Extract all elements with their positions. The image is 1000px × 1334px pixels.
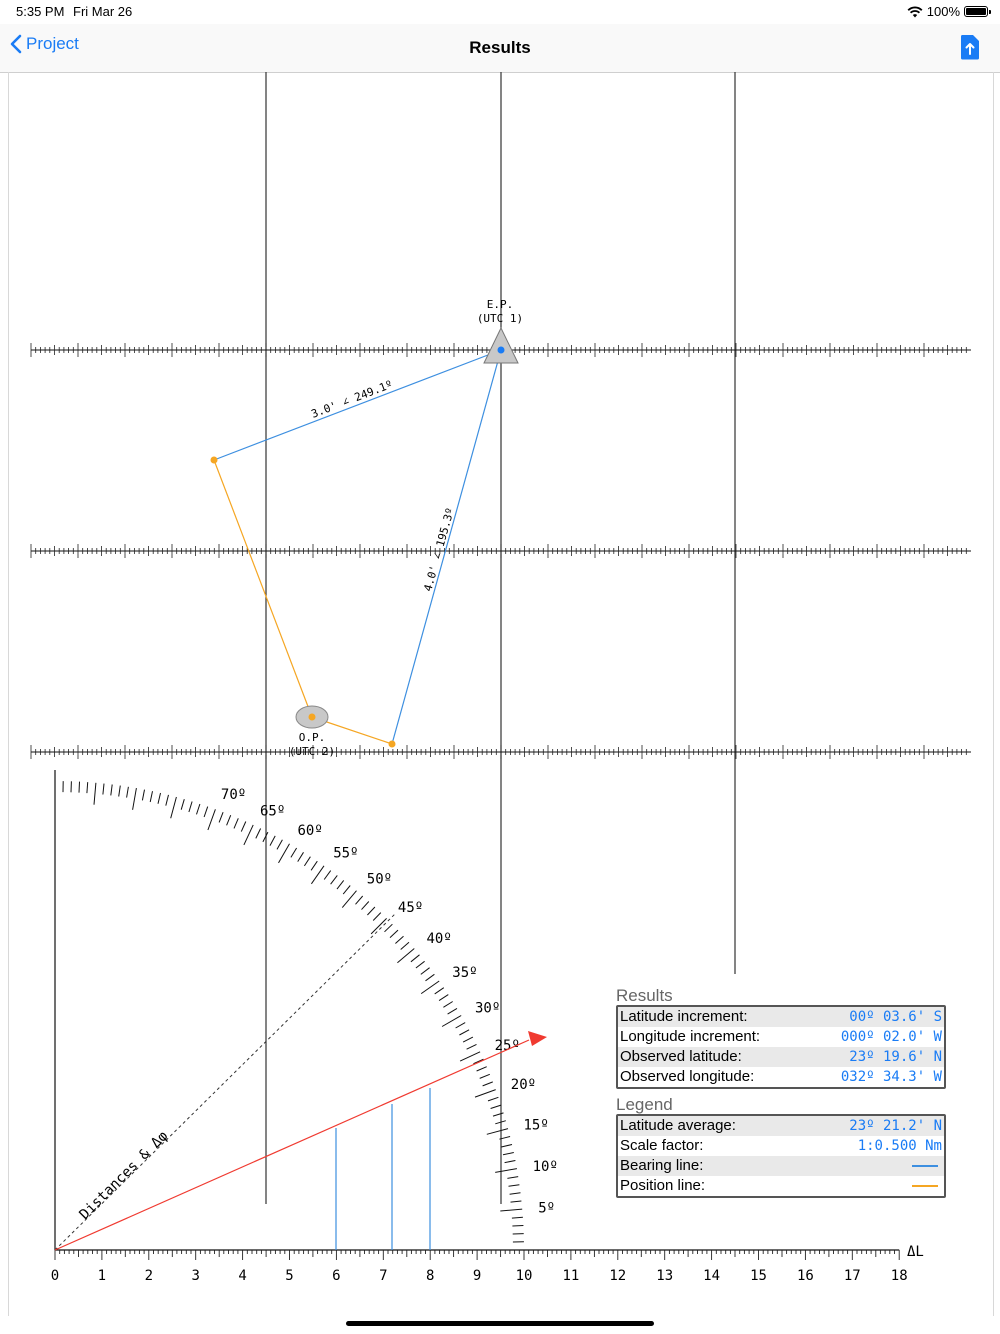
row-value: 032º 34.3' W [840,1069,942,1085]
results-row [618,1067,944,1087]
leg-1-label: 3.0' ∠ 249.1º [309,377,395,421]
arc-tick [324,871,331,880]
arc-tick [197,804,200,814]
scale-label: 16 [796,1268,814,1284]
arc-tick [181,799,184,810]
row-value: 23º 19.6' N [849,1049,942,1065]
legend-row [618,1176,944,1196]
op-label: O.P. [298,731,326,744]
arc-tick [111,785,112,796]
arc-tick [343,886,350,895]
arc-tick [385,924,393,932]
estimated-position-marker[interactable] [484,328,518,363]
scale-label: 9 [472,1268,482,1284]
arc-tick [511,1201,522,1202]
position-line-swatch [912,1185,938,1187]
arc-tick [279,844,290,863]
arc-tick [463,1037,473,1042]
distances-diagonal-label: Distances & Δφ [76,1128,172,1223]
arc-tick [401,942,409,949]
arc-angle-label: 15º [523,1117,549,1134]
scale-label: 14 [703,1268,721,1284]
status-time: 5:35 PM [16,4,65,19]
legend-row [618,1116,944,1136]
arc-angle-label: 5º [538,1200,556,1217]
arc-tick [509,1185,520,1187]
arc-tick [189,802,192,813]
row-label: Observed latitude: [620,1048,742,1065]
arc-tick [493,1113,504,1116]
arc-tick [491,1105,501,1108]
arc-angle-label: 35º [452,964,478,981]
arc-tick [94,783,96,805]
arc-tick [79,782,80,793]
battery-fill [966,8,986,15]
arc-tick [442,1016,461,1027]
scale-label: 0 [50,1268,60,1284]
arc-tick [488,1097,498,1101]
export-button[interactable] [960,34,980,65]
angle-arc-labels [221,787,558,1216]
navigation-bar [0,24,1000,73]
arc-tick [277,840,282,850]
row-value: 000º 02.0' W [840,1029,942,1045]
arc-tick [304,857,310,866]
distance-scale-labels [51,1268,908,1284]
arc-tick [150,791,152,802]
scale-label: 8 [425,1268,435,1284]
arc-angle-label: 45º [397,900,424,917]
arc-tick [127,787,129,798]
scale-label: 6 [332,1268,341,1284]
arc-tick [311,861,317,870]
row-value: 1:0.500 Nm [857,1138,942,1154]
arc-tick [227,815,231,825]
arc-tick [507,1177,518,1179]
arc-tick [241,822,246,832]
arc-angle-label: 65º [260,803,286,820]
arc-tick [87,782,88,793]
bearing-line [214,350,501,460]
latitude-angle-line [55,1040,529,1250]
scale-label: 2 [144,1268,154,1284]
arc-tick [416,961,425,968]
scale-label: 1 [97,1268,107,1284]
wifi-icon [907,6,923,18]
arc-tick [443,1002,452,1008]
scale-label: 5 [285,1268,294,1284]
scale-label: 11 [562,1268,580,1284]
arc-tick [459,1030,469,1035]
row-value: 00º 03.6' S [849,1009,942,1025]
arc-tick [204,807,208,817]
arc-tick [356,896,363,904]
arc-tick [395,936,403,943]
arc-tick [456,1023,466,1028]
scale-label: 17 [843,1268,861,1284]
arc-angle-label: 70º [220,787,247,804]
back-button-label: Project [26,34,79,53]
arc-tick [234,818,238,828]
results-row [618,1027,944,1047]
arc-tick [505,1161,516,1163]
arc-tick [512,1217,523,1218]
scale-label: 10 [515,1268,533,1284]
arc-tick [371,918,387,934]
row-value: 23º 21.2' N [849,1118,942,1134]
arc-tick [166,795,169,806]
arc-tick [171,797,177,818]
arc-tick [510,1193,521,1194]
leg-2-label: 4.0' ∠ 195.3º [421,506,457,593]
legend-title: Legend [616,1095,673,1114]
arc-tick [103,784,104,795]
status-date: Fri Mar 26 [73,4,133,19]
arc-tick [467,1044,477,1049]
arc-tick [512,1226,523,1227]
arc-tick [480,1074,490,1078]
arc-tick [411,955,420,962]
arc-tick [367,907,375,915]
scale-label: 4 [238,1268,247,1284]
scale-label: 12 [609,1268,627,1284]
row-label: Observed longitude: [620,1068,755,1085]
arc-tick [337,880,344,889]
arc-tick [362,902,369,910]
legend-row [618,1156,944,1176]
arc-tick [439,995,448,1001]
results-table [616,1005,946,1089]
status-bar [0,0,1000,24]
arc-tick [256,829,261,839]
status-indicators [907,4,988,19]
latitude-angle-arrow [528,1031,547,1046]
arc-angle-label: 40º [426,931,452,948]
arc-tick [483,1082,493,1086]
arc-angle-label: 55º [333,845,359,862]
row-label: Position line: [620,1177,706,1194]
arc-tick [500,1209,522,1211]
results-panel [616,986,946,1089]
arc-tick [373,913,381,921]
row-label: Bearing line: [620,1157,704,1174]
position-line-point [211,457,218,464]
scale-label: 13 [656,1268,674,1284]
arc-tick [142,790,144,801]
arc-tick [503,1153,514,1155]
row-label: Longitude increment: [620,1028,761,1045]
delta-l-label: ΔL [907,1244,924,1260]
arc-tick [291,848,297,857]
results-row [618,1047,944,1067]
arc-angle-label: 50º [366,871,393,888]
results-title: Results [616,986,673,1005]
position-line-point [389,741,396,748]
arc-tick [133,788,137,810]
distance-scale [55,1250,899,1260]
row-label: Latitude increment: [620,1008,748,1025]
arc-tick [119,786,121,797]
arc-tick [390,930,398,938]
op-utc-label: (UTC 2) [288,745,336,758]
arc-tick [421,981,439,994]
battery-icon [964,6,988,17]
scale-label: 3 [191,1268,200,1284]
arc-tick [219,812,223,822]
row-label: Latitude average: [620,1117,736,1134]
scale-label: 18 [890,1268,908,1284]
arc-tick [331,875,338,884]
arc-tick [208,809,216,830]
arc-tick [477,1067,487,1071]
arc-tick [448,1008,457,1014]
arc-tick [311,866,324,884]
battery-percent: 100% [926,4,960,19]
estimated-position-dot [498,347,505,354]
arc-tick [298,852,304,861]
legend-row [618,1136,944,1156]
position-line [214,460,312,717]
arc-angle-label: 10º [532,1158,558,1175]
arc-tick [435,988,444,994]
share-document-icon [960,34,980,60]
arc-angle-label: 60º [297,823,323,839]
arc-angle-label: 30º [475,1000,501,1017]
arc-angle-label: 20º [510,1077,537,1094]
arc-angle-label: 25º [494,1038,520,1054]
arc-tick [158,793,161,804]
arc-tick [460,1052,480,1061]
scale-label: 15 [750,1268,767,1284]
page-title: Results [469,38,531,57]
legend-panel [616,1095,946,1198]
scale-label: 7 [379,1268,388,1284]
arc-tick [244,825,253,845]
ep-label: E.P. [486,298,514,311]
arc-tick [426,974,435,981]
observed-position-dot [309,714,316,721]
arc-tick [495,1169,517,1173]
results-row [618,1007,944,1027]
row-label: Scale factor: [620,1137,704,1154]
ep-utc-label: (UTC 1) [476,312,524,325]
legend-table [616,1114,946,1198]
arc-tick [421,968,430,975]
arc-tick [487,1129,508,1135]
arc-tick [270,836,275,846]
arc-tick [475,1090,496,1098]
arc-tick [501,1145,512,1148]
bearing-line-swatch [912,1165,938,1167]
home-indicator [346,1321,654,1326]
